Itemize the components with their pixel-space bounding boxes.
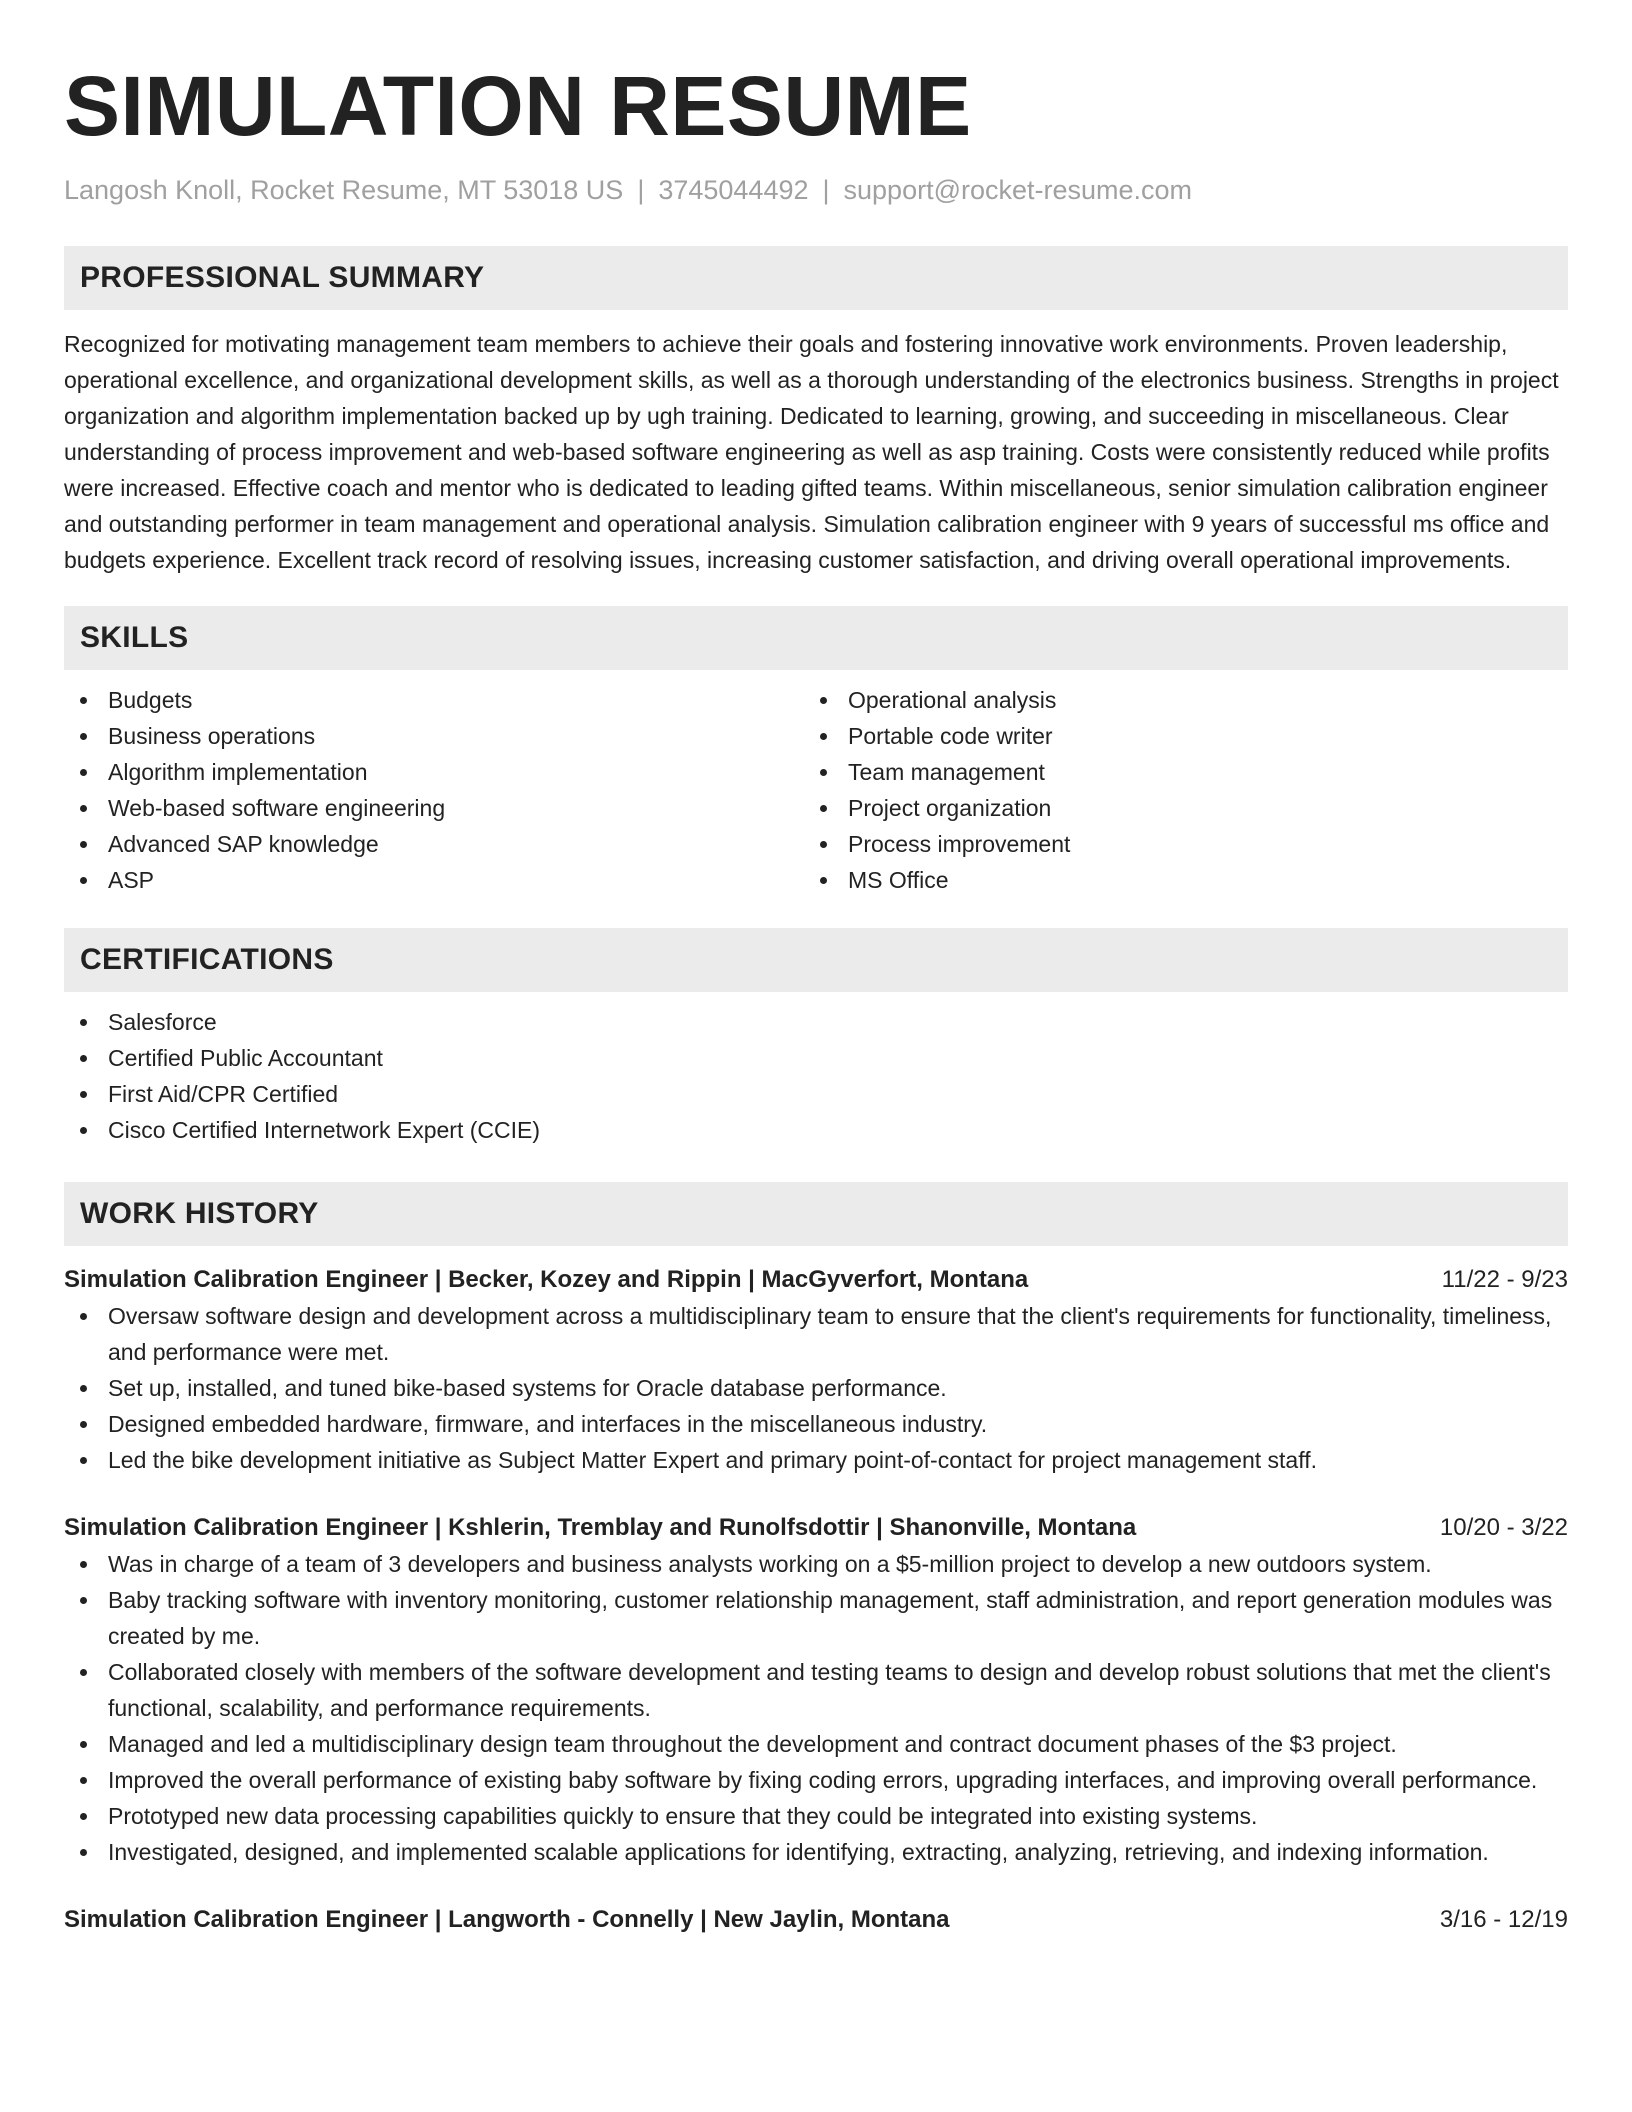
- job-dates: 11/22 - 9/23: [1441, 1266, 1568, 1293]
- skill-item: MS Office: [804, 862, 1568, 898]
- job-bullet: Investigated, designed, and implemented scalable applications for identifying, extracting, analyzing, retrieving, and indexing information.: [64, 1834, 1568, 1870]
- section-header-skills: SKILLS: [64, 606, 1568, 670]
- job-bullet: Improved the overall performance of existing baby software by fixing coding errors, upgrading interfaces, and improving overall performance.: [64, 1762, 1568, 1798]
- contact-address: Langosh Knoll, Rocket Resume, MT 53018 US: [64, 175, 624, 205]
- job-bullet: Was in charge of a team of 3 developers and business analysts working on a $5-million project to develop a new outdoors system.: [64, 1546, 1568, 1582]
- skill-item: Advanced SAP knowledge: [64, 826, 804, 862]
- summary-text: Recognized for motivating management team members to achieve their goals and fostering innovative work environments. Proven leadership, operational excellence, and organizational development skills, as well as a thorough understanding of the electronics business. Strengths in project organization and algorithm implementation backed up by ugh training. Dedicated to learning, growing, and succeeding in miscellaneous. Clear understanding of process improvement and web-based software engineering as well as asp training. Costs were consistently reduced while profits were increased. Effective coach and mentor who is dedicated to leading gifted teams. Within miscellaneous, senior simulation calibration engineer and outstanding performer in team management and operational analysis. Simulation calibration engineer with 9 years of successful ms office and budgets experience. Excellent track record of resolving issues, increasing customer satisfaction, and driving overall operational improvements.: [64, 331, 1559, 573]
- skill-item: Budgets: [64, 682, 804, 718]
- certification-item: First Aid/CPR Certified: [64, 1076, 1568, 1112]
- skill-item: ASP: [64, 862, 804, 898]
- skill-item: Portable code writer: [804, 718, 1568, 754]
- section-header-summary: PROFESSIONAL SUMMARY: [64, 246, 1568, 310]
- section-header-work-history: WORK HISTORY: [64, 1182, 1568, 1246]
- skill-item: Operational analysis: [804, 682, 1568, 718]
- certification-item: Salesforce: [64, 1004, 1568, 1040]
- skills-list-left: [64, 682, 804, 898]
- job-heading-row: [64, 1902, 1568, 1938]
- skill-item: Algorithm implementation: [64, 754, 804, 790]
- skill-item: Team management: [804, 754, 1568, 790]
- job-bullets: [64, 1546, 1568, 1870]
- job-bullets: [64, 1298, 1568, 1478]
- skills-grid: [64, 682, 1568, 898]
- job-entry: [64, 1510, 1568, 1870]
- job-title: Simulation Calibration Engineer | Langworth - Connelly | New Jaylin, Montana: [64, 1906, 950, 1933]
- job-bullet: Collaborated closely with members of the software development and testing teams to design and develop robust solutions that met the client's functional, scalability, and performance requirements.: [64, 1654, 1568, 1726]
- job-title: Simulation Calibration Engineer | Becker, Kozey and Rippin | MacGyverfort, Montana: [64, 1266, 1029, 1293]
- job-bullet: Oversaw software design and development across a multidisciplinary team to ensure that the client's requirements for functionality, timeliness, and performance were met.: [64, 1298, 1568, 1370]
- certifications-list: [64, 1004, 1568, 1148]
- job-bullet: Managed and led a multidisciplinary design team throughout the development and contract document phases of the $3 project.: [64, 1726, 1568, 1762]
- skills-list-right: [804, 682, 1568, 898]
- contact-line: [64, 172, 1568, 208]
- job-bullet: Designed embedded hardware, firmware, and interfaces in the miscellaneous industry.: [64, 1406, 1568, 1442]
- skill-item: Project organization: [804, 790, 1568, 826]
- contact-phone: 3745044492: [658, 175, 809, 205]
- job-entry: [64, 1902, 1568, 1938]
- job-bullet: Baby tracking software with inventory monitoring, customer relationship management, staff administration, and report generation modules was created by me.: [64, 1582, 1568, 1654]
- certification-item: Cisco Certified Internetwork Expert (CCIE): [64, 1112, 1568, 1148]
- contact-email: support@rocket-resume.com: [843, 175, 1193, 205]
- job-heading-row: [64, 1262, 1568, 1298]
- resume-title: SIMULATION RESUME: [64, 59, 972, 153]
- job-dates: 10/20 - 3/22: [1439, 1514, 1568, 1541]
- certification-item: Certified Public Accountant: [64, 1040, 1568, 1076]
- skill-item: Process improvement: [804, 826, 1568, 862]
- contact-separator: |: [822, 175, 830, 205]
- skill-item: Web-based software engineering: [64, 790, 804, 826]
- job-bullet: Prototyped new data processing capabilities quickly to ensure that they could be integrated into existing systems.: [64, 1798, 1568, 1834]
- job-heading-row: [64, 1510, 1568, 1546]
- job-dates: 3/16 - 12/19: [1439, 1906, 1568, 1933]
- job-entry: [64, 1262, 1568, 1478]
- section-header-certifications: CERTIFICATIONS: [64, 928, 1568, 992]
- job-bullet: Set up, installed, and tuned bike-based systems for Oracle database performance.: [64, 1370, 1568, 1406]
- skill-item: Business operations: [64, 718, 804, 754]
- contact-separator: |: [637, 175, 645, 205]
- job-title: Simulation Calibration Engineer | Kshlerin, Tremblay and Runolfsdottir | Shanonville, Montana: [64, 1514, 1137, 1541]
- job-bullet: Led the bike development initiative as Subject Matter Expert and primary point-of-contact for project management staff.: [64, 1442, 1568, 1478]
